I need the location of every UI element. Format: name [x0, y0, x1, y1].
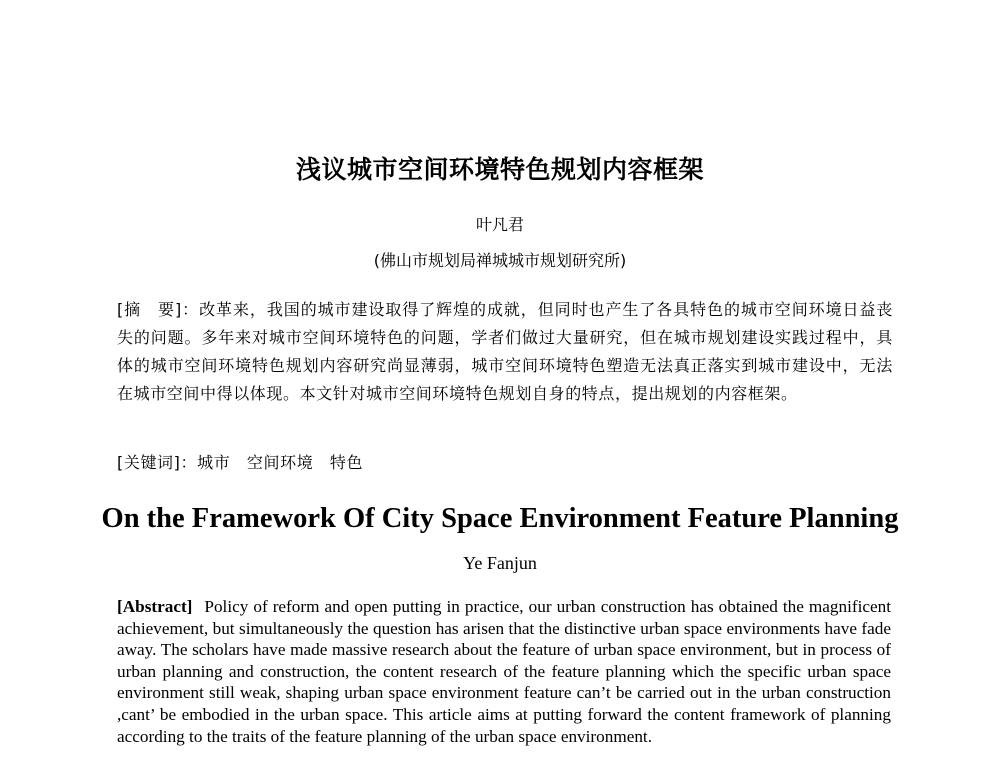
chinese-abstract-text: 改革来，我国的城市建设取得了辉煌的成就，但同时也产生了各具特色的城市空间环境日益丧失的问题。多年来对城市空间环境特色的问题，学者们做过大量研究，但在城市规划建设实践过程中，具体的城市空间环境特色规划内容研究尚显薄弱，城市空间环境特色塑造无法真正落实到城市建设中，无法在城市空间中得以体现。本文针对城市空间环境特色规划自身的特点，提出规划的内容框架。	[117, 300, 893, 403]
english-title: On the Framework Of City Space Environment Feature Planning	[101, 503, 899, 534]
chinese-keywords	[117, 450, 893, 473]
chinese-affiliation: (佛山市规划局禅城城市规划研究所)	[373, 251, 627, 270]
chinese-keywords-text: 城市 空间环境 特色	[197, 453, 364, 472]
chinese-abstract-label: [摘 要]：	[117, 300, 200, 319]
english-abstract-label: [Abstract]	[117, 597, 193, 616]
english-abstract-text: Policy of reform and open putting in practice, our urban construction has obtained the magnificent achievement, but simultaneously the question has arisen that the distinctive urban space environments have fade away. The scholars have made massive research about the feature of urban space environment, but in process of urban planning and construction, the content research of the feature planning which the specific urban space environment still weak, shaping urban space environment feature can’t be carried out in the urban construction ,cant’ be embodied in the urban space. This article aims at putting forward the content framework of planning according to the traits of the feature planning of the urban space environment.	[117, 597, 891, 746]
chinese-keywords-label: [关键词]：	[117, 453, 198, 472]
chinese-abstract	[117, 296, 893, 408]
chinese-author: 叶凡君	[475, 215, 524, 234]
english-abstract	[117, 596, 891, 747]
english-author: Ye Fanjun	[463, 553, 537, 573]
chinese-title: 浅议城市空间环境特色规划内容框架	[295, 155, 704, 184]
